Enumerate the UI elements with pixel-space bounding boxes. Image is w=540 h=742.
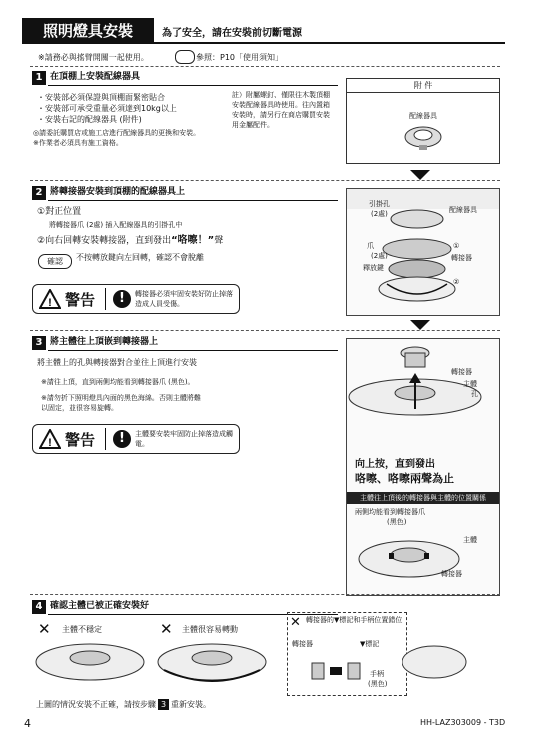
- reference-icon: [175, 50, 195, 64]
- label-circle-1: ①: [453, 242, 460, 250]
- bullet-item: ・安裝部必須保證與頂棚面緊密貼合: [37, 93, 165, 102]
- label-hook-hole-count: (2處): [371, 210, 388, 218]
- step-1-remark: 註）附屬螺釘、僅限往木製頂棚安裝配線器具時使用。往內置箱安裝時，請另行在商店購買安裝用金屬配件。: [232, 91, 330, 129]
- step-3-number: 3: [32, 336, 46, 350]
- accessory-title: 附 件: [347, 79, 499, 93]
- warning-divider: [105, 428, 106, 450]
- confirm-text: 不按轉放鍵向左回轉，確認不會脫離: [76, 253, 204, 262]
- label-body-2: 主體: [463, 536, 477, 544]
- warning-triangle-icon: [39, 289, 61, 309]
- svg-text:!: !: [48, 437, 52, 449]
- document-code: HH-LAZ303009 - T3D: [420, 718, 506, 727]
- step-1-notes: [33, 128, 333, 148]
- case-3-black: (黑色): [368, 680, 388, 688]
- note-item: ※作業者必須具有施工資格。: [33, 139, 123, 147]
- warning-text: 轉接器必須牢固安裝好防止掉落造成人員受傷。: [135, 290, 233, 308]
- incorrect-x-icon: ✕: [160, 620, 173, 638]
- divider: [30, 66, 500, 67]
- bullet-item: ・安裝右記的配線器具 (附件): [37, 115, 142, 124]
- misaligned-body-diagram: [402, 640, 472, 686]
- label-adapter: 轉接器: [451, 254, 472, 262]
- case-2-label: 主體很容易轉動: [182, 625, 238, 634]
- label-body: 主體: [463, 380, 477, 388]
- footer-step-badge: 3: [158, 699, 169, 710]
- label-wiring: 配線器具: [449, 206, 477, 214]
- step-4-footer: [36, 699, 211, 710]
- page-title: 照明燈具安裝: [22, 18, 154, 44]
- incorrect-x-icon: ✕: [38, 620, 51, 638]
- label-hook-hole: 引掛孔: [369, 200, 390, 208]
- relation-banner: 主體往上頂後的轉接器與主體的位置關係: [347, 492, 499, 504]
- divider: [30, 594, 500, 595]
- wiring-fixture-icon: [347, 121, 499, 161]
- incorrect-x-icon: ✕: [290, 615, 301, 630]
- case-3-adapter: 轉接器: [292, 640, 313, 648]
- confirm-badge: 確認: [38, 254, 72, 269]
- unstable-body-diagram: [34, 640, 146, 686]
- divider: [30, 180, 500, 181]
- step-1-title: 在頂棚上安裝配線器具: [50, 72, 141, 82]
- label-both-sides: 兩側均能看到轉接器爪: [355, 508, 425, 516]
- label-black: (黑色): [387, 518, 407, 526]
- warning-box-2: [32, 424, 240, 454]
- step-2-sub-2-end: 聲: [214, 236, 224, 246]
- accessory-box: [346, 78, 500, 164]
- warning-box-1: [32, 284, 240, 314]
- footer-text-post: 重新安裝。: [171, 700, 211, 709]
- label-hole: 孔: [471, 390, 478, 398]
- step-3-figure: [346, 338, 500, 596]
- step-2-figure: [346, 188, 500, 316]
- svg-text:!: !: [48, 297, 52, 309]
- step-3-note-2: ※請勿折下照明燈具內面的黑色海綿。否則主體將難以固定，並很容易旋轉。: [41, 394, 201, 412]
- step-2-sub-2: [37, 234, 223, 248]
- label-claw-count: (2處): [371, 252, 388, 260]
- page-subtitle: 為了安全，請在安裝前切斷電源: [162, 28, 302, 39]
- label-release: 釋放鍵: [363, 264, 384, 272]
- page-number: 4: [24, 717, 31, 730]
- step-1-bullets: [37, 92, 227, 125]
- label-circle-2: ②: [453, 278, 460, 286]
- case-3-mark: ▼標記: [360, 640, 380, 648]
- accessory-item-label: 配線器具: [409, 112, 437, 120]
- usage-note: ※請務必與搖臂開關一起使用。: [38, 53, 149, 62]
- prohibition-icon: !: [113, 430, 131, 448]
- press-text-2: 咯嚓、咯嚓兩聲為止: [355, 472, 454, 485]
- step-2-number: 2: [32, 186, 46, 200]
- warning-text: 主體要安裝牢固防止掉落造成觸電。: [135, 430, 233, 448]
- down-arrow-icon: [410, 320, 430, 330]
- step-3-line-1: 將主體上的孔與轉接器對合並往上頂進行安裝: [37, 358, 197, 367]
- press-text-1: 向上按，直到發出: [355, 459, 435, 470]
- warning-label: 警告: [65, 431, 96, 449]
- divider: [30, 330, 500, 331]
- step-2-title: 將轉接器安裝到頂棚的配線器具上: [50, 187, 186, 197]
- step-3-note-1: ※請往上頂，直到兩側均能看到轉接器爪 (黑色)。: [41, 378, 195, 386]
- label-adapter-2: 轉接器: [441, 570, 462, 578]
- adapter-handle-diagram: [308, 653, 364, 689]
- case-3-handle: 手柄: [370, 670, 384, 678]
- warning-label: 警告: [65, 291, 96, 309]
- warning-triangle-icon: [39, 429, 61, 449]
- case-1-label: 主體不穩定: [62, 625, 102, 634]
- reference-note: 參照：P10「使用須知」: [196, 53, 284, 62]
- step-2-sub-1-detail: 將轉接器爪 (2處) 插入配線器具的引掛孔中: [49, 221, 183, 229]
- click-sound-text: “咯嚓！”: [171, 235, 215, 246]
- footer-text-pre: 上圖的情況安裝不正確，請按步驟: [36, 700, 156, 709]
- step-4-title: 確認主體已被正確安裝好: [50, 601, 150, 611]
- case-3-title: 轉接器的▼標記和手柄位置錯位: [306, 616, 403, 624]
- step-3-title: 將主體往上頂嵌到轉接器上: [50, 337, 159, 347]
- note-item: ◎請委託購買店或施工店進行配線器具的更換和安裝。: [33, 129, 201, 137]
- bullet-item: ・安裝部可承受重量必須達到10kg以上: [37, 104, 177, 113]
- rotating-body-diagram: [156, 640, 268, 686]
- down-arrow-icon: [410, 170, 430, 180]
- label-claw: 爪: [367, 242, 374, 250]
- step-2-sub-2-text: ②向右回轉安裝轉接器，直到發出: [37, 236, 172, 246]
- prohibition-icon: !: [113, 290, 131, 308]
- step-4-number: 4: [32, 600, 46, 614]
- label-adapter: 轉接器: [451, 368, 472, 376]
- step-1-number: 1: [32, 71, 46, 85]
- warning-divider: [105, 288, 106, 310]
- step-2-sub-1: ①對正位置: [37, 207, 82, 217]
- case-3-box: [287, 612, 407, 696]
